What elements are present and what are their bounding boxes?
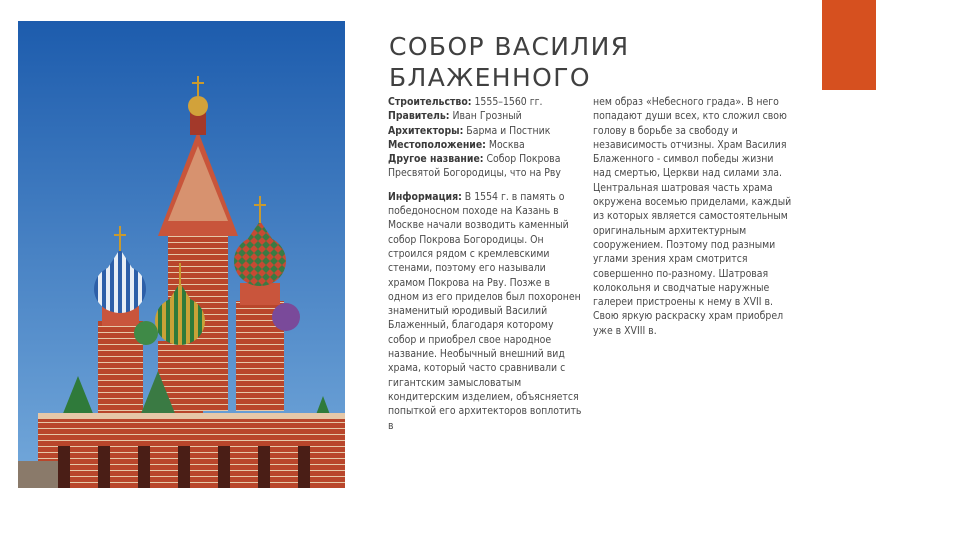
title-line-1: СОБОР ВАСИЛИЯ xyxy=(389,31,630,61)
fact-label: Местоположение: xyxy=(388,138,486,151)
title-line-2: БЛАЖЕННОГО xyxy=(389,62,591,92)
info-paragraph xyxy=(388,190,584,433)
fact-line xyxy=(388,124,584,138)
fact-line xyxy=(388,138,584,152)
accent-bar xyxy=(822,0,876,90)
fact-line xyxy=(388,95,584,109)
fact-line xyxy=(388,152,584,181)
fact-label: Правитель: xyxy=(388,110,450,123)
text-column-left xyxy=(388,95,584,487)
fact-label: Строительство: xyxy=(388,96,472,108)
fact-label: Архитекторы: xyxy=(388,124,464,137)
info-label: Информация: xyxy=(388,190,462,203)
info-text: В 1554 г. в память о победоносном походе на Казань в Москве начали возводить каменный собор Покрова Богородицы. Он строился рядом с кремлевскими стенами, поэтому его называли храмом Покрова на Рву. Позже в одном из его приделов был похоронен знаменитый юродивый Василий Блаженный, благодаря которому собор и приобрел свое народное название. Необычный внешний вид храма, который часто сравнивали с гигантским замысловатым кондитерским изделием, объясняется попыткой его архитекторов воплотить в xyxy=(388,190,582,432)
continued-paragraph: нем образ «Небесного града». В него попадают души всех, кто сложил свою голову в борьбе за свободу и независимость отчизны. Храм Василия Блаженного - символ победы жизни над смертью, Церкви над силами зла. Центральная шатровая часть храма окружена восемью приделами, каждый из которых является самостоятельным оригинальным архитектурным сооружением. Поэтому под разными углами зрения храм смотрится совершенно по-разному. Шатровая колокольня и сводчатые наружные галереи пристроены к нему в XVII в. Свою яркую раскраску храм приобрел уже в XVIII в. xyxy=(593,96,792,337)
fact-line xyxy=(388,109,584,123)
slide-title xyxy=(389,31,809,93)
fact-value: Барма и Постник xyxy=(463,124,551,137)
text-column-right xyxy=(593,95,793,338)
fact-value: Собор Покрова Пресвятой Богородицы, что на Рву xyxy=(388,153,561,180)
fact-value: 1555–1560 гг. xyxy=(471,96,543,108)
fact-value: Москва xyxy=(485,138,525,151)
cathedral-photo xyxy=(18,21,345,488)
fact-value: Иван Грозный xyxy=(449,110,522,123)
fact-label: Другое название: xyxy=(388,153,484,166)
cathedral-illustration xyxy=(18,21,345,488)
